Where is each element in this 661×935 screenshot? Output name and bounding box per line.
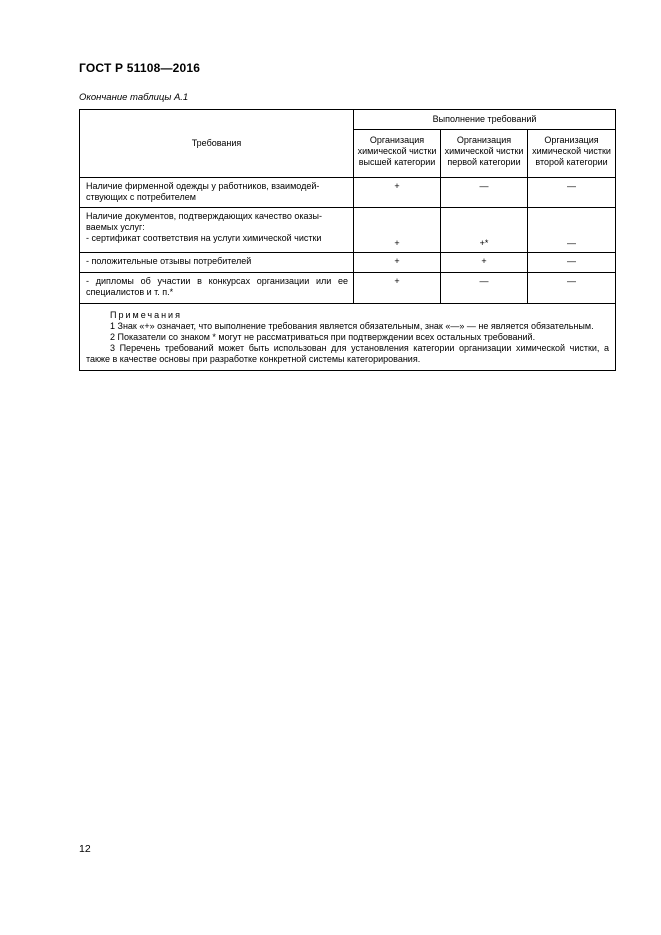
header-highest-category: Организация химической чистки высшей категории xyxy=(354,130,441,178)
notes-title: Примечания xyxy=(110,310,182,320)
mark-highest: + xyxy=(354,253,441,273)
table-notes xyxy=(80,304,616,371)
requirement-text-line: Наличие документов, подтверждающих качество оказы-ваемых услуг: xyxy=(86,211,322,232)
mark-first: +* xyxy=(441,208,528,253)
mark-highest: + xyxy=(354,273,441,304)
requirement-text xyxy=(80,208,354,253)
mark-highest: + xyxy=(354,178,441,208)
note-1: 1 Знак «+» означает, что выполнение требования является обязательным, знак «—» — не является обязательным. xyxy=(110,321,594,331)
mark-second: — xyxy=(528,253,616,273)
table-row xyxy=(80,208,616,253)
table-caption: Окончание таблицы А.1 xyxy=(79,92,189,103)
note-2: 2 Показатели со знаком * могут не рассматриваться при подтверждении всех остальных требований. xyxy=(110,332,536,342)
requirement-text: - положительные отзывы потребителей xyxy=(80,253,354,273)
table-row xyxy=(80,273,616,304)
table-row xyxy=(80,253,616,273)
page-number: 12 xyxy=(79,843,91,855)
document-code: ГОСТ Р 51108—2016 xyxy=(79,61,201,75)
note-3: 3 Перечень требований может быть использован для установления категории организации химической чистки, а также в качестве основы при разработке конкретной системы категорирования. xyxy=(86,343,610,364)
requirement-text-line: - сертификат соответствия на услуги химической чистки xyxy=(86,233,322,243)
mark-first: + xyxy=(441,253,528,273)
table-row xyxy=(80,178,616,208)
requirement-text: Наличие фирменной одежды у работников, взаимодей-ствующих с потребителем xyxy=(80,178,354,208)
mark-second: — xyxy=(528,178,616,208)
mark-first: — xyxy=(441,178,528,208)
mark-highest: + xyxy=(354,208,441,253)
requirement-text: - дипломы об участии в конкурсах организации или ее специалистов и т. п.* xyxy=(80,273,354,304)
mark-second: — xyxy=(528,208,616,253)
header-second-category: Организация химической чистки второй категории xyxy=(528,130,616,178)
mark-second: — xyxy=(528,273,616,304)
header-requirements: Требования xyxy=(80,110,354,178)
header-first-category: Организация химической чистки первой категории xyxy=(441,130,528,178)
mark-first: — xyxy=(441,273,528,304)
requirements-table xyxy=(79,109,616,371)
header-fulfillment: Выполнение требований xyxy=(354,110,616,130)
